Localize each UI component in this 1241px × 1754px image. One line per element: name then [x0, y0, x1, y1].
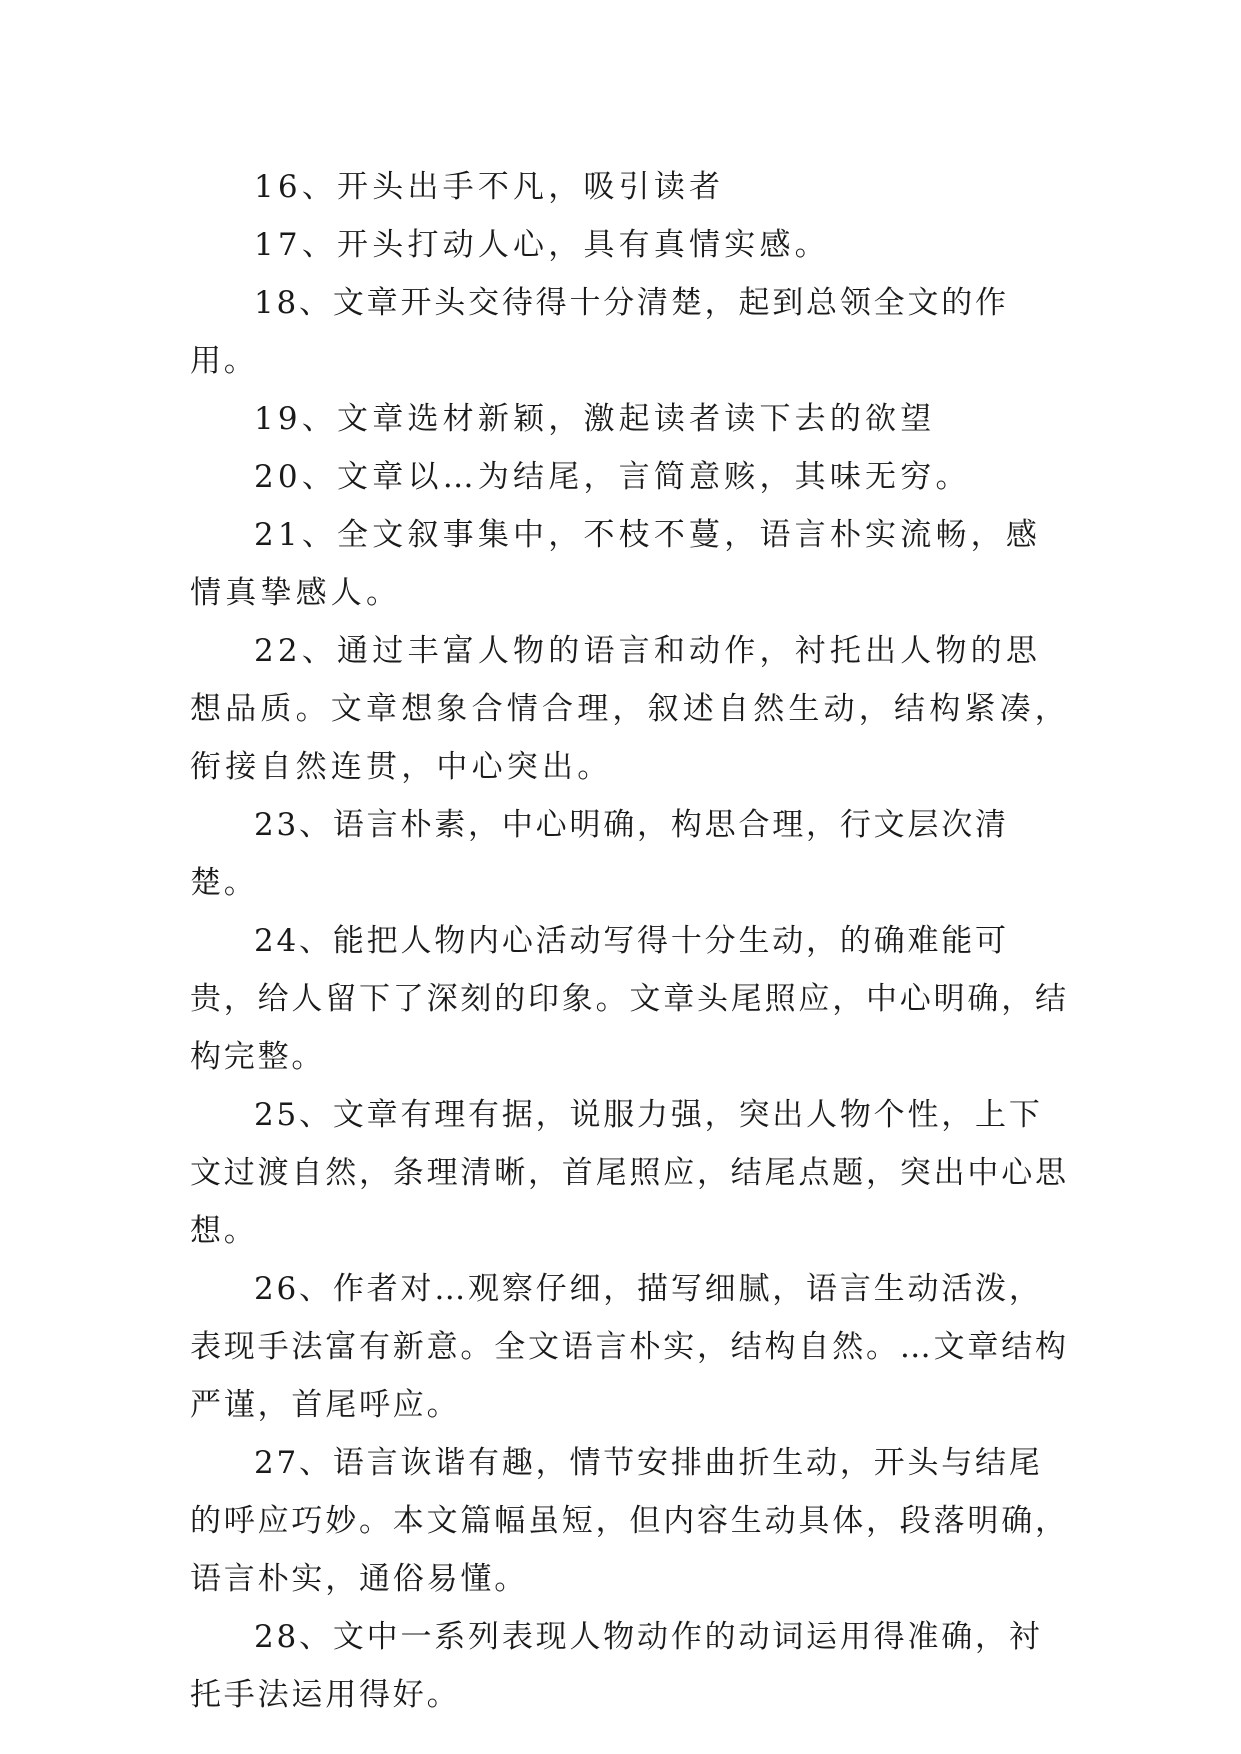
- paragraph-18: 18、文章开头交待得十分清楚，起到总领全文的作用。: [190, 285, 1009, 379]
- paragraph-20: 20、文章以…为结尾，言简意赅，其味无穷。: [254, 459, 971, 495]
- paragraph-28: 28、文中一系列表现人物动作的动词运用得准确，衬托手法运用得好。: [190, 1619, 1043, 1713]
- paragraph-17: 17、开头打动人心，具有真情实感。: [254, 227, 830, 263]
- paragraph-19: 19、文章选材新颖，激起读者读下去的欲望: [254, 401, 936, 437]
- paragraph-16: 16、开头出手不凡，吸引读者: [254, 169, 725, 205]
- paragraph-26: 26、作者对…观察仔细，描写细腻，语言生动活泼，表现手法富有新意。全文语言朴实，结构自然。…文章结构严谨，首尾呼应。: [190, 1271, 1069, 1423]
- paragraph-27: 27、语言诙谐有趣，情节安排曲折生动，开头与结尾的呼应巧妙。本文篇幅虽短，但内容生动具体，段落明确，语言朴实，通俗易懂。: [190, 1445, 1069, 1597]
- paragraph-21: 21、全文叙事集中，不枝不蔓，语言朴实流畅，感情真挚感人。: [190, 517, 1042, 611]
- paragraph-24: 24、能把人物内心活动写得十分生动，的确难能可贵，给人留下了深刻的印象。文章头尾照应，中心明确，结构完整。: [190, 923, 1069, 1075]
- document-body: [190, 158, 1070, 1724]
- paragraph-23: 23、语言朴素，中心明确，构思合理，行文层次清楚。: [190, 807, 1009, 901]
- paragraph-22: 22、通过丰富人物的语言和动作，衬托出人物的思想品质。文章想象合情合理，叙述自然生动，结构紧凑，衔接自然连贯，中心突出。: [190, 633, 1070, 785]
- paragraph-25: 25、文章有理有据，说服力强，突出人物个性，上下文过渡自然，条理清晰，首尾照应，结尾点题，突出中心思想。: [190, 1097, 1069, 1249]
